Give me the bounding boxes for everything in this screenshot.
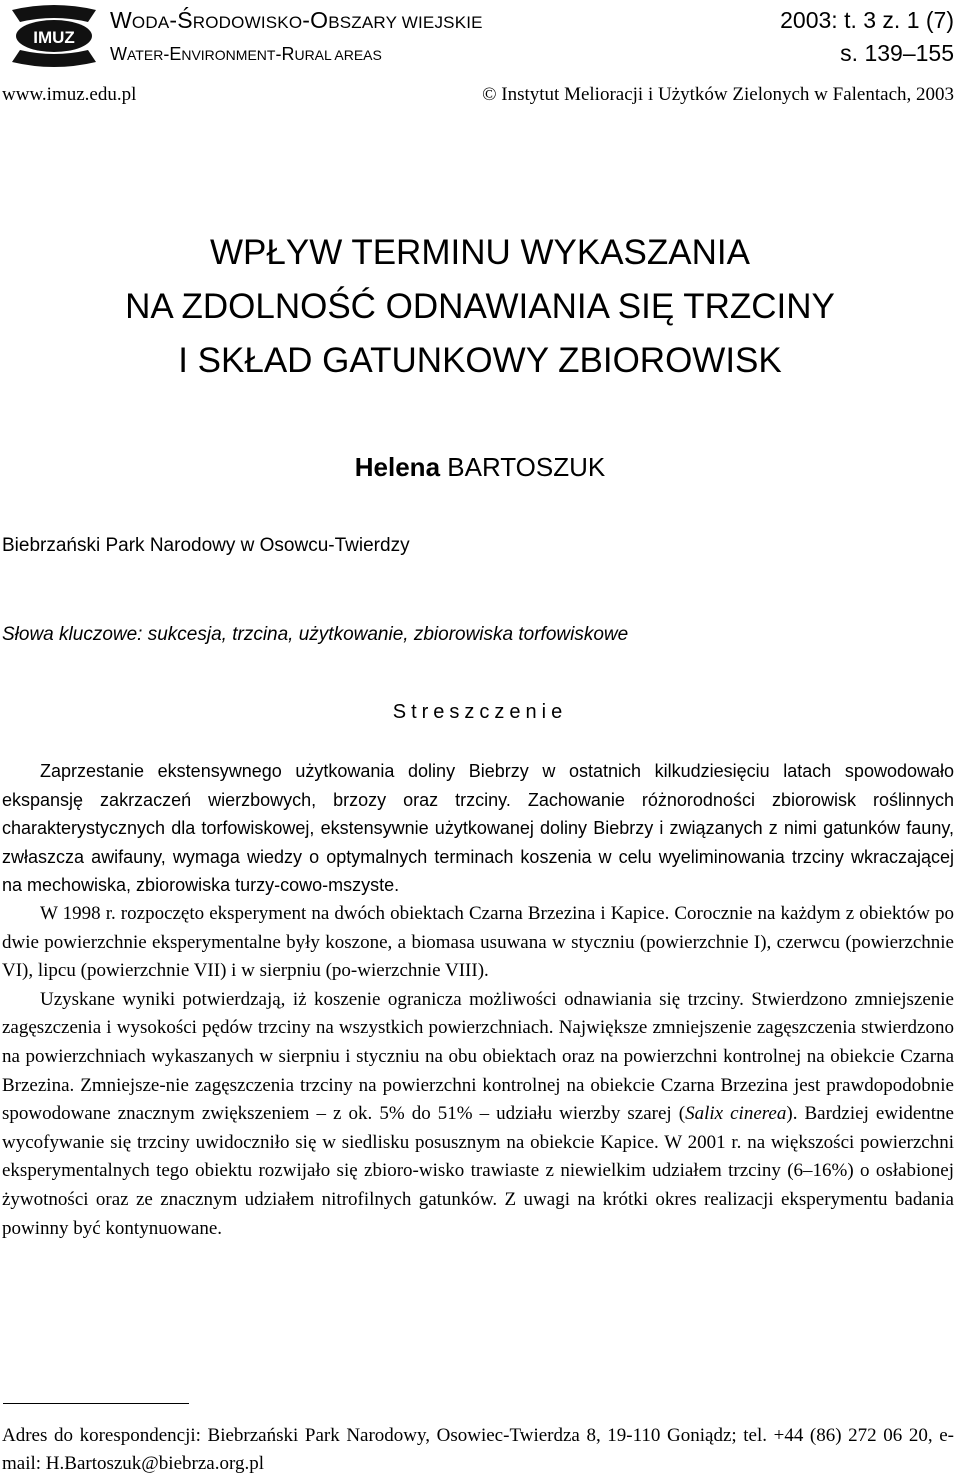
abstract-text: Uzyskane wyniki potwierdzają, iż koszenie ogranicza możliwości odnawiania się trzciny. Stwierdzono zmniejszenie zagęszczenia i wysokości pędów trzciny na wszystkich powierzchniach. Największe zmniejszenie zagęszczenia stwierdzono na powierzchniach wykaszanych w sierpniu i styczniu na obu obiektach oraz na powierzchni kontrolnej na obiekcie Czarna Brzezina. Zmniejsze-nie zagęszczenia trzciny na powierzchni kontrolnej na obiekcie Czarna Brzezina jest prawdopodobnie spowodowane znacznym zwiększeniem – z ok. 5% do 51% – udziału wierzby szarej ( [2, 988, 954, 1125]
species-name: Salix cinerea [685, 1103, 787, 1125]
paper-title [0, 226, 960, 388]
abstract-paragraph: Zaprzestanie ekstensywnego użytkowania doliny Biebrzy w ostatnich kilkudziesięciu latach spowodowało ekspansję zakrzaczeń wierzbowych, brzozy oraz trzciny. Zachowanie różnorodności zbiorowisk roślinnych charakterystycznych dla torfowiskowej, ekstensywnie użytkowanej doliny Biebrzy i związanych z nimi gatunków fauny, zwłaszcza awifauny, wymaga wiedzy o optymalnych terminach koszenia w celu wyeliminowania trzciny wkraczającej na mechowiska, zbiorowiska turzy-cowo-mszyste. [2, 761, 954, 896]
title-line: I SKŁAD GATUNKOWY ZBIOROWISK [178, 341, 782, 380]
page-range: s. 139–155 [840, 40, 954, 66]
title-line: NA ZDOLNOŚĆ ODNAWIANIA SIĘ TRZCINY [125, 287, 835, 326]
copyright-note: © Instytut Melioracji i Użytków Zielonych w Falentach, 2003 [482, 84, 954, 105]
journal-header [0, 0, 960, 110]
abstract-paragraph: W 1998 r. rozpoczęto eksperyment na dwóch obiektach Czarna Brzezina i Kapice. Corocznie na każdym z obiektów po dwie powierzchnie eksperymentalne były koszone, a biomasa usuwana w styczniu (powierzchnie I), czerwcu (powierzchnie VI), lipcu (powierzchnie VII) i w sierpniu (po-wierzchnie VIII). [2, 902, 954, 982]
footnote-separator [3, 1403, 189, 1404]
abstract-text: ). Bardziej ewidentne wycofywanie się trzciny uwidoczniło się w siedlisku posusznym na obiekcie Kapice. W 2001 r. na większości powierzchni eksperymentalnych tego obiektu rozwijało się zbioro-wisko trawiaste z niewielkim udziałem trzciny (6–16%) o osłabionej żywotności oraz ze znacznym udziałem nitrofilnych gatunków. Z uwagi na krótki okres realizacji eksperymentu badania powinny być kontynuowane. [2, 1103, 954, 1239]
svg-text:IMUZ: IMUZ [33, 28, 75, 47]
journal-title-en [110, 44, 382, 65]
title-line: WPŁYW TERMINU WYKASZANIA [210, 233, 750, 272]
volume-info: 2003: t. 3 z. 1 (7) [780, 7, 954, 33]
correspondence-footnote: Adres do korespondencji: Biebrzański Park Narodowy, Osowiec-Twierdza 8, 19-110 Goniądz; tel. +44 (86) 272 06 20, e-mail: H.Bartoszuk@biebrza.org.pl [2, 1425, 954, 1474]
website-url[interactable]: www.imuz.edu.pl [2, 84, 137, 105]
author-affiliation: Biebrzański Park Narodowy w Osowcu-Twierdzy [2, 535, 410, 556]
author-last-name: BARTOSZUK [447, 452, 606, 482]
keywords: Słowa kluczowe: sukcesja, trzcina, użytkowanie, zbiorowiska torfowiskowe [2, 624, 629, 645]
abstract-body [2, 757, 954, 1243]
journal-title-text: WATER-ENVIRONMENT-RURAL AREAS [110, 44, 382, 64]
author-first-name: Helena [354, 452, 441, 482]
journal-title-text: WODA-ŚRODOWISKO-OBSZARY WIEJSKIE [110, 7, 483, 33]
journal-title-pl [110, 7, 483, 34]
abstract-paragraph [2, 986, 954, 1243]
author-name [0, 452, 960, 483]
imuz-logo [6, 4, 102, 68]
abstract-heading: Streszczenie [392, 701, 568, 723]
